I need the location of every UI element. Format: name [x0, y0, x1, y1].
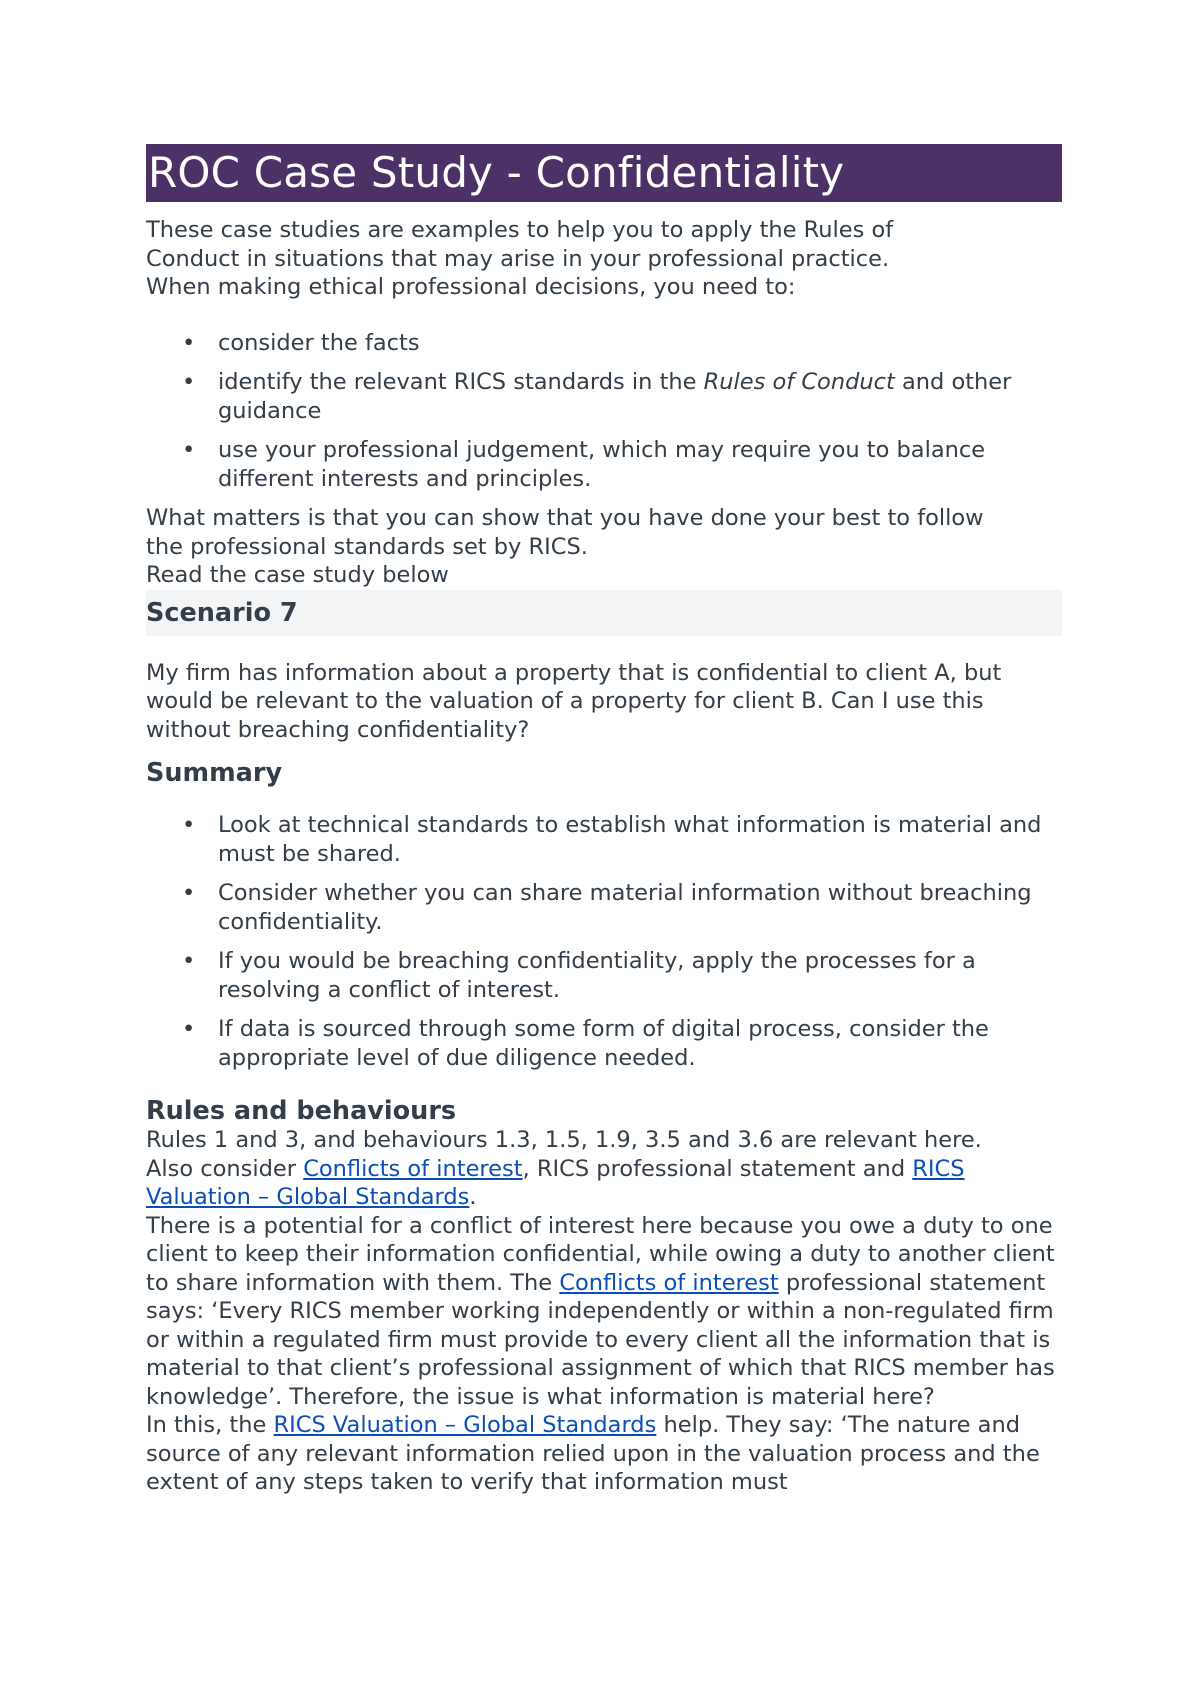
list-item-text: consider the facts [218, 329, 420, 356]
matters-line: What matters is that you can show that you have done your best to follow [146, 505, 984, 531]
summary-heading: Summary [146, 758, 283, 788]
bullet-icon: • [182, 812, 196, 838]
bullet-icon: • [182, 1016, 196, 1042]
intro-paragraph [146, 216, 1062, 302]
list-item-text: If you would be breaching confidentiality, apply the processes for a resolving a conflict of interest. [218, 948, 976, 1003]
intro-line: These case studies are examples to help you to apply the Rules of [146, 217, 894, 243]
rules-of-conduct-emphasis: Rules of Conduct [703, 369, 895, 395]
list-item-text: Consider whether you can share material information without breaching confidentiality. [218, 880, 1032, 935]
rules-heading: Rules and behaviours [146, 1096, 457, 1126]
conflicts-of-interest-link[interactable]: Conflicts of interest [559, 1269, 779, 1296]
bullet-icon: • [182, 948, 196, 974]
rules-relevant-text: Rules 1 and 3, and behaviours 1.3, 1.5, 1.9, 3.5 and 3.6 are relevant here. [146, 1127, 982, 1153]
list-item [146, 811, 1062, 868]
scenario-heading-band [146, 590, 1062, 636]
rics-valuation-link[interactable]: RICS Valuation – Global Standards [273, 1412, 657, 1438]
conflicts-of-interest-link[interactable]: Conflicts of interest [303, 1155, 523, 1182]
matters-paragraph [146, 504, 1062, 590]
intro-line: When making ethical professional decisions, you need to: [146, 274, 796, 300]
scenario-heading: Scenario 7 [146, 597, 298, 628]
also-consider-paragraph: Also consider Conflicts of interest, RICS professional statement and RICS Valuation – Global Standards. [146, 1155, 965, 1210]
matters-line: Read the case study below [146, 562, 449, 588]
page-title: ROC Case Study - Confidentiality [148, 148, 845, 197]
bullet-icon: • [182, 369, 196, 395]
title-bar [146, 144, 1062, 202]
list-item [146, 947, 1062, 1004]
matters-line: the professional standards set by RICS. [146, 533, 588, 560]
list-item-text: identify the relevant RICS standards in the Rules of Conduct and other guidance [218, 369, 1012, 424]
list-item-text: use your professional judgement, which may require you to balance different interests and principles. [218, 437, 986, 492]
conflict-potential-paragraph: There is a potential for a conflict of interest here because you owe a duty to one client to keep their information confidential, while owing a duty to another client to share information with them. The Conflicts of interest professional statement says: ‘Every RICS member working independently or within a non-regulated firm or within a regulated firm must provide to every client all the information that is material to that client’s professional assignment of which that RICS member has knowledge’. Therefore, the issue is what information is material here? [146, 1212, 1055, 1410]
list-item [146, 329, 1062, 358]
rics-valuation-link[interactable]: RICS Valuation – Global Standards [146, 1155, 965, 1210]
list-item [146, 1015, 1062, 1072]
list-item-text: If data is sourced through some form of digital process, consider the appropriate level of due diligence needed. [218, 1016, 989, 1071]
decision-steps-list [146, 329, 1062, 494]
in-this-paragraph: In this, the RICS Valuation – Global Standards help. They say: ‘The nature and source of any relevant information relied upon in the valuation process and the extent of any steps taken to verify that information must [146, 1412, 1040, 1495]
intro-line: Conduct in situations that may arise in your professional practice. [146, 245, 890, 272]
list-item [146, 436, 1062, 493]
document-page [146, 144, 1062, 1497]
bullet-icon: • [182, 437, 196, 463]
bullet-icon: • [182, 880, 196, 906]
list-item [146, 368, 1062, 425]
bullet-icon: • [182, 329, 196, 356]
scenario-question: My firm has information about a property that is confidential to client A, but would be relevant to the valuation of a property for client B. Can I use this without breaching confidentiality? [146, 659, 1002, 743]
list-item-text: Look at technical standards to establish what information is material and must be shared. [218, 812, 1042, 867]
list-item [146, 879, 1062, 936]
summary-list [146, 811, 1062, 1072]
